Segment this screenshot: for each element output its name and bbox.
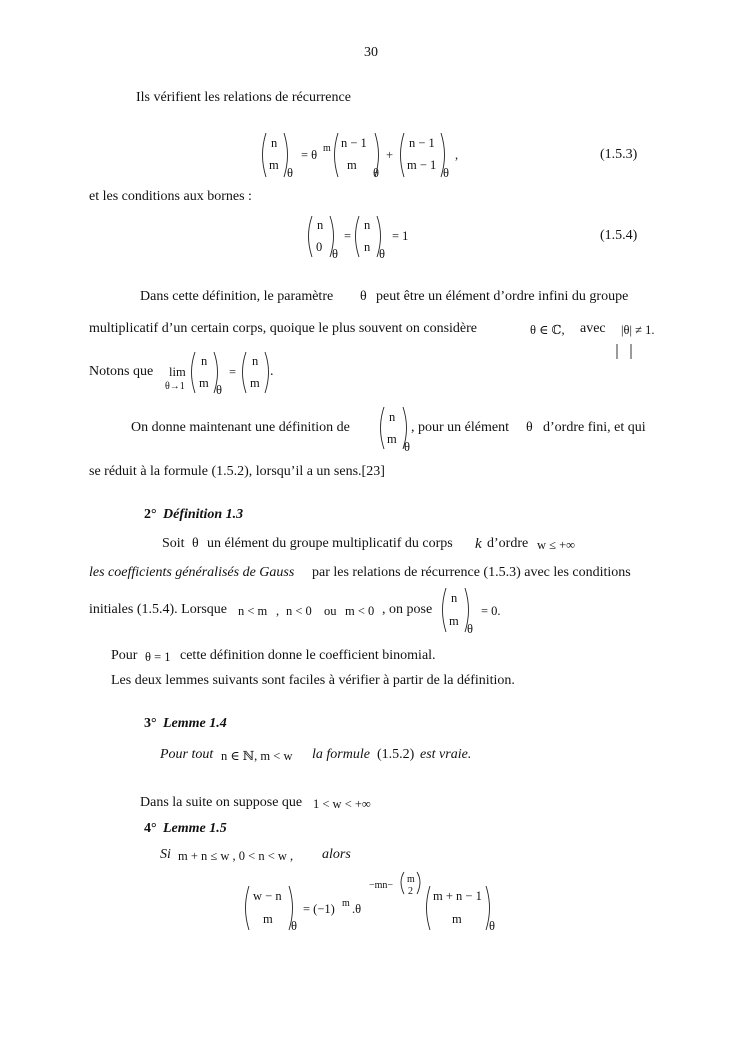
boundary-conditions-text: et les conditions aux bornes : xyxy=(89,189,252,204)
section-title: Lemme 1.5 xyxy=(163,821,227,836)
section-title: Lemme 1.4 xyxy=(163,716,227,731)
section-title: Définition 1.3 xyxy=(163,507,244,522)
equation-label: (1.5.4) xyxy=(600,228,638,243)
equation-label: (1.5.3) xyxy=(600,147,638,162)
page-number: 30 xyxy=(364,45,378,60)
intro-sentence: Ils vérifient les relations de récurrence xyxy=(136,90,351,105)
